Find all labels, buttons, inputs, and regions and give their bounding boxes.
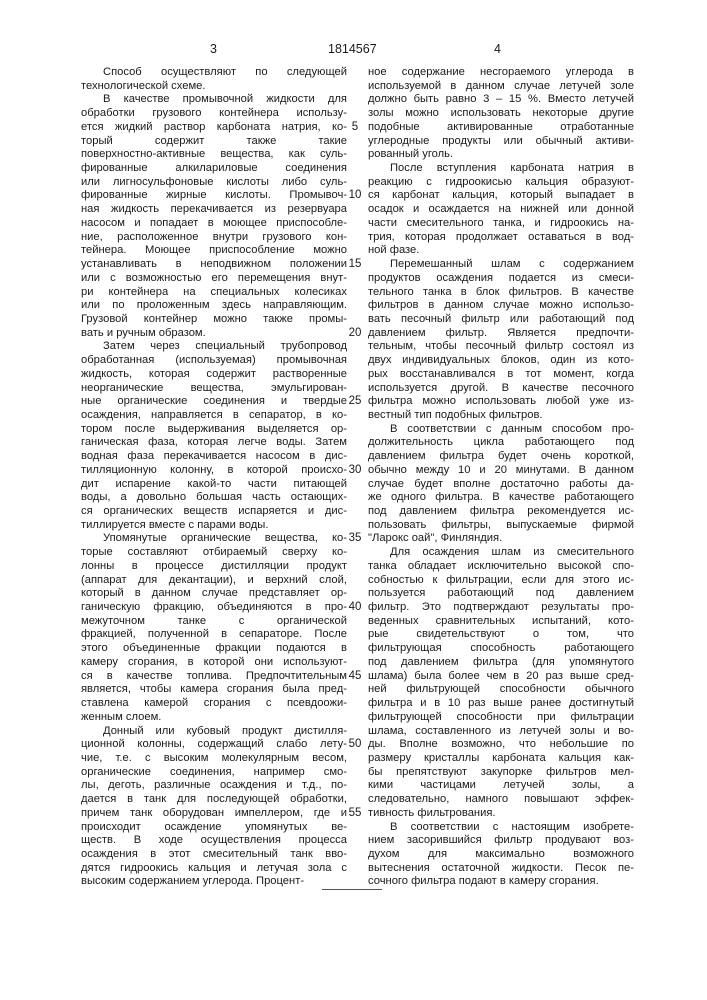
text-line: ся карбонат кальция, который выпадает в xyxy=(368,189,634,203)
text-line: дается в танк для последующей обработки, xyxy=(81,793,347,807)
text-line: лонны в процессе дистилляции продукт xyxy=(81,560,347,574)
text-line: сочного фильтра подают в камеру сгорания. xyxy=(368,875,634,889)
text-line: женным слоем. xyxy=(81,711,347,725)
text-line: обработки грузового контейнера использу- xyxy=(81,107,347,121)
text-line: тейнера. Моющее приспособление можно xyxy=(81,244,347,258)
text-line: В соответствии с настоящим изобрете- xyxy=(368,821,634,835)
text-line: ганическую фракцию, объединяются в про- xyxy=(81,601,347,615)
text-line: давлением фильтр. Является предпочти- xyxy=(368,327,634,341)
text-line: ри контейнера на специальных колесиках xyxy=(81,286,347,300)
text-line: нием засорившийся фильтр продувают воз- xyxy=(368,834,634,848)
text-line: фильтрующая способность работающего xyxy=(368,642,634,656)
text-line: вестный тип подобных фильтров. xyxy=(368,409,634,423)
text-line: осаждения, направляется в сепаратор, в ко- xyxy=(81,409,347,423)
text-line: под давлением фильтра (для упомянутого xyxy=(368,656,634,670)
text-line: подобные активированные отработанные xyxy=(368,121,634,135)
text-line: ся в качестве топлива. Предпочтительным xyxy=(81,670,347,684)
text-line: вать и ручным образом. xyxy=(81,327,347,341)
text-line: торый содержит также такие xyxy=(81,135,347,149)
text-line: ществ. В ходе осуществления процесса xyxy=(81,834,347,848)
text-line: вытеснения остаточной жидкости. Песок пе- xyxy=(368,862,634,876)
text-line: кими частицами летучей золы, а xyxy=(368,779,634,793)
text-line: воды, а довольно большая часть остающих- xyxy=(81,491,347,505)
text-line: давлением фильтра будет очень короткой, xyxy=(368,450,634,464)
line-number: 40 xyxy=(346,601,364,615)
text-line: шлама) была более чем в 20 раз выше сред- xyxy=(368,670,634,684)
page-number-left: 3 xyxy=(210,42,217,56)
end-of-text-divider xyxy=(322,889,382,890)
text-line: Перемешанный шлам с содержанием xyxy=(368,258,634,272)
text-line: ные органические соединения и твердые xyxy=(81,395,347,409)
text-line: Способ осуществляют по следующей xyxy=(81,66,347,80)
text-line: тором после выдерживания выделяется ор- xyxy=(81,423,347,437)
text-line: органические соединения, например смо- xyxy=(81,766,347,780)
text-line: фракцией, полученной в сепараторе. После xyxy=(81,628,347,642)
patent-number: 1814567 xyxy=(328,42,377,56)
text-line: ние, расположенное внутри грузового кон- xyxy=(81,231,347,245)
right-text-column xyxy=(368,66,634,889)
line-number: 5 xyxy=(346,121,364,135)
text-line: ней фильтрующей способности обычного xyxy=(368,683,634,697)
text-line: фильтра и в 10 раз выше ранее достигнутый xyxy=(368,697,634,711)
text-line: случае будет вполне достаточно работы да- xyxy=(368,478,634,492)
text-line: тельного танка в блок фильтров. В качестве xyxy=(368,286,634,300)
text-line: пользовать фильтры, выпускаемые фирмой xyxy=(368,519,634,533)
text-line: двух индивидуальных блоков, один из кото- xyxy=(368,354,634,368)
text-line: обработанная (используемая) промывочная xyxy=(81,354,347,368)
text-line: танка обладает исключительно высокой спо- xyxy=(368,560,634,574)
text-line: "Ларокс оай", Финляндия. xyxy=(368,532,634,546)
text-line: трия, которая продолжает оставаться в вод- xyxy=(368,231,634,245)
text-line: Для осаждения шлам из смесительного xyxy=(368,546,634,560)
text-line: вать песочный фильтр или работающий под xyxy=(368,313,634,327)
text-line: ется жидкий раствор карбоната натрия, ко- xyxy=(81,121,347,135)
text-line: должно быть равно 3 – 15 %. Вместо летучей xyxy=(368,93,634,107)
text-line: же одного фильтра. В качестве работающего xyxy=(368,491,634,505)
left-text-column xyxy=(81,66,347,889)
text-line: духом для максимально возможного xyxy=(368,848,634,862)
text-line: ганическая фаза, которая легче воды. Затем xyxy=(81,436,347,450)
line-number: 20 xyxy=(346,327,364,341)
text-line: фильтров в данном случае можно использо- xyxy=(368,299,634,313)
text-line: чие, т.е. с высоким молекулярным весом, xyxy=(81,752,347,766)
text-line: ды. Вполне возможно, что небольшие по xyxy=(368,738,634,752)
text-line: ционной колонны, содержащий слабо лету- xyxy=(81,738,347,752)
text-line: бы препятствуют закупорке фильтров мел- xyxy=(368,766,634,780)
text-line: происходит осаждение упомянутых ве- xyxy=(81,821,347,835)
text-line: осаждения в этот смесительный танк вво- xyxy=(81,848,347,862)
text-line: ся органических веществ испаряется и дис- xyxy=(81,505,347,519)
text-line: под давлением фильтра рекомендуется ис- xyxy=(368,505,634,519)
text-line: фильтр. Это подтверждают результаты про- xyxy=(368,601,634,615)
text-line: который в данном случае представляет ор- xyxy=(81,587,347,601)
text-line: поверхностно-активные вещества, как суль- xyxy=(81,148,347,162)
text-line: золы можно использовать некоторые другие xyxy=(368,107,634,121)
text-line: или лигносульфоновые кислоты либо суль- xyxy=(81,176,347,190)
text-line: шлама, составленного из летучей золы и во- xyxy=(368,725,634,739)
line-number: 55 xyxy=(346,807,364,821)
text-line: тиллируется вместе с парами воды. xyxy=(81,519,347,533)
text-line: дятся гидроокись кальция и летучая зола с xyxy=(81,862,347,876)
text-line: реакцию с гидроокисью кальция образуют- xyxy=(368,176,634,190)
text-line: ставлена камерой сгорания с псевдоожи- xyxy=(81,697,347,711)
text-line: продуктов осаждения подается из смеси- xyxy=(368,272,634,286)
text-line: осадок и осаждается на нижней или донной xyxy=(368,203,634,217)
text-line: является, чтобы камера сгорания была пред- xyxy=(81,683,347,697)
text-line: тилляционную колонну, в которой происхо- xyxy=(81,464,347,478)
line-number-gutter xyxy=(346,66,364,889)
text-line: Грузовой контейнер можно также промы- xyxy=(81,313,347,327)
text-line: используется другой. В качестве песочного xyxy=(368,382,634,396)
text-line: В соответствии с данным способом про- xyxy=(368,423,634,437)
text-line: камеру сгорания, в которой они используют- xyxy=(81,656,347,670)
text-line: неорганические вещества, эмульгирован- xyxy=(81,382,347,396)
text-line: фильтрующей способности при фильтрации xyxy=(368,711,634,725)
text-line: технологической схеме. xyxy=(81,80,347,94)
text-line: торые составляют отбираемый сверху ко- xyxy=(81,546,347,560)
text-line: устанавливать в неподвижном положении xyxy=(81,258,347,272)
text-line: Упомянутые органические вещества, ко- xyxy=(81,532,347,546)
text-line: веденных сравнительных испытаний, кото- xyxy=(368,615,634,629)
text-line: насосом и попадает в моющее приспособле- xyxy=(81,217,347,231)
text-line: межуточном танке с органической xyxy=(81,615,347,629)
text-line: тивность фильтрования. xyxy=(368,807,634,821)
text-line: или с возможностью его перемещения внут- xyxy=(81,272,347,286)
text-line: размеру кристаллы карбоната кальция как- xyxy=(368,752,634,766)
text-line: рованный уголь. xyxy=(368,148,634,162)
text-line: фильтра можно использовать любой уже из- xyxy=(368,395,634,409)
line-number: 15 xyxy=(346,258,364,272)
text-line: собностью к фильтрации, если для этого ис- xyxy=(368,574,634,588)
text-line: В качестве промывочной жидкости для xyxy=(81,93,347,107)
text-line: части смесительного танка, и гидроокись на- xyxy=(368,217,634,231)
text-line: лы, деготь, различные осаждения и т.д., по- xyxy=(81,779,347,793)
text-line: рые свидетельствуют о том, что xyxy=(368,628,634,642)
text-line: водная фаза перекачивается насосом в дис- xyxy=(81,450,347,464)
text-line: пользуется работающий под давлением xyxy=(368,587,634,601)
line-number: 25 xyxy=(346,395,364,409)
text-line: следовательно, намного повышают эффек- xyxy=(368,793,634,807)
text-line: фированные жирные кислоты. Промывоч- xyxy=(81,189,347,203)
page-number-right: 4 xyxy=(494,42,501,56)
text-line: используемой в данном случае летучей золе xyxy=(368,80,634,94)
text-line: Донный или кубовый продукт дистилля- xyxy=(81,725,347,739)
text-line: ной фазе. xyxy=(368,244,634,258)
text-line: фированные алкилариловые соединения xyxy=(81,162,347,176)
text-line: или по проложенным здесь направляющим. xyxy=(81,299,347,313)
text-line: этого объединенные фракции подаются в xyxy=(81,642,347,656)
line-number: 30 xyxy=(346,464,364,478)
text-line: После вступления карбоната натрия в xyxy=(368,162,634,176)
text-line: должительность цикла работающего под xyxy=(368,436,634,450)
text-line: причем танк оборудован импеллером, где и xyxy=(81,807,347,821)
text-line: ное содержание несгораемого углерода в xyxy=(368,66,634,80)
text-line: (аппарат для декантации), и верхний слой, xyxy=(81,574,347,588)
text-line: углеродные продукты или обычный активи- xyxy=(368,135,634,149)
line-number: 10 xyxy=(346,189,364,203)
text-line: рых восстанавливался в тот момент, когда xyxy=(368,368,634,382)
text-line: обычно между 10 и 20 минутами. В данном xyxy=(368,464,634,478)
line-number: 50 xyxy=(346,738,364,752)
text-line: тельным, чтобы песочный фильтр состоял из xyxy=(368,340,634,354)
text-line: ная жидкость перекачивается из резервуара xyxy=(81,203,347,217)
line-number: 45 xyxy=(346,670,364,684)
line-number: 35 xyxy=(346,532,364,546)
text-line: высоким содержанием углерода. Процент- xyxy=(81,875,347,889)
text-line: жидкость, которая содержит растворенные xyxy=(81,368,347,382)
text-line: Затем через специальный трубопровод xyxy=(81,340,347,354)
text-line: дит испарение какой-то части питающей xyxy=(81,478,347,492)
